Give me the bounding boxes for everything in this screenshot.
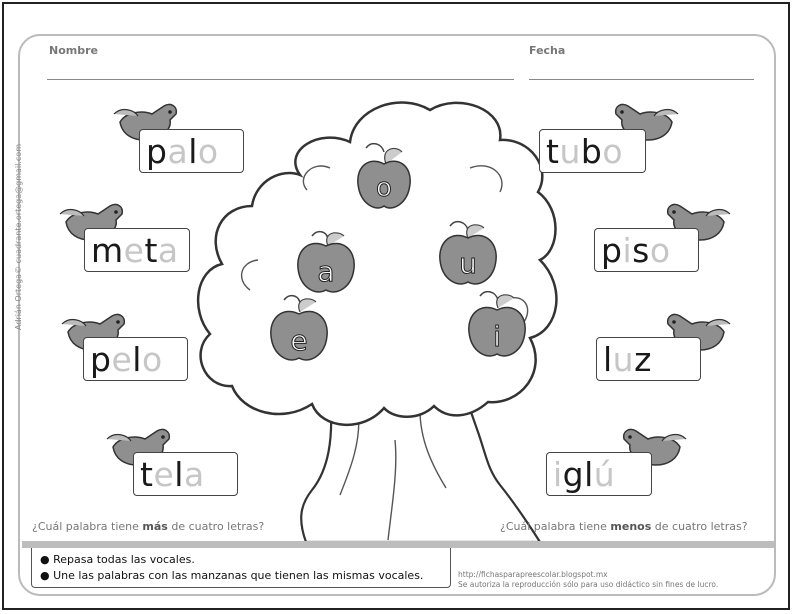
apple-vowel-a: a	[317, 255, 335, 288]
consonant-letter: s	[632, 230, 650, 270]
consonant-letter: l	[174, 454, 184, 494]
word-box-pelo[interactable]	[83, 337, 188, 381]
word-box-tela[interactable]	[133, 452, 238, 496]
consonant-letter: m	[91, 230, 124, 270]
consonant-letter: z	[634, 339, 652, 379]
word-box-piso[interactable]	[594, 228, 699, 272]
instruction-item: ● Repasa todas las vocales.	[40, 553, 195, 566]
instruction-item: ● Une las palabras con las manzanas que tienen las mismas vocales.	[40, 569, 424, 582]
vowel-letter: ú	[593, 454, 616, 494]
divider-bar	[22, 541, 774, 548]
source-note	[458, 570, 718, 590]
source-license: Se autoriza la reproducción sólo para uso didáctico sin fines de lucro.	[458, 580, 719, 589]
vowel-letter: u	[612, 339, 635, 379]
bullet-icon: ●	[40, 553, 50, 566]
consonant-letter: t	[144, 230, 158, 270]
vowel-letter: e	[123, 230, 145, 270]
vowel-letter: a	[167, 131, 189, 171]
consonant-letter: b	[580, 131, 603, 171]
date-label: Fecha	[529, 44, 566, 57]
instructions-box	[31, 548, 451, 588]
consonant-letter: g	[562, 454, 585, 494]
vowel-letter: o	[649, 230, 671, 270]
question-more-letters: ¿Cuál palabra tiene más de cuatro letras?	[32, 520, 265, 533]
vowel-letter: o	[197, 131, 219, 171]
consonant-letter: p	[146, 131, 168, 171]
word-box-iglu[interactable]	[546, 452, 652, 496]
vowel-letter: u	[559, 131, 581, 171]
vowel-letter: i	[622, 230, 633, 270]
consonant-letter: p	[90, 339, 112, 379]
vowel-letter: i	[553, 454, 563, 494]
word-box-luz[interactable]	[596, 337, 701, 381]
consonant-letter: l	[188, 131, 198, 171]
word-box-meta[interactable]	[84, 228, 190, 272]
apple-vowel-o: o	[376, 173, 392, 203]
consonant-letter: l	[584, 454, 594, 494]
vowel-letter: o	[602, 131, 624, 171]
consonant-letter: p	[601, 230, 623, 270]
tree-canopy	[198, 103, 556, 425]
vowel-letter: o	[141, 339, 163, 379]
consonant-letter: l	[603, 339, 613, 379]
apple-vowel-i: i	[493, 320, 501, 353]
consonant-letter: t	[546, 131, 560, 171]
word-box-tubo[interactable]	[539, 129, 646, 173]
question-fewer-letters: ¿Cuál palabra tiene menos de cuatro letras?	[500, 520, 748, 533]
word-box-palo[interactable]	[139, 129, 244, 173]
consonant-letter: l	[132, 339, 142, 379]
apple-vowel-e: e	[290, 324, 308, 357]
vowel-letter: a	[183, 454, 205, 494]
vowel-letter: e	[111, 339, 133, 379]
name-label: Nombre	[49, 44, 98, 57]
source-url: http://fichasparapreescolar.blogspot.mx	[458, 570, 608, 579]
bullet-icon: ●	[40, 569, 50, 582]
author-credit: Adrián Ortega© cuadrante.ortega@gmail.com	[14, 144, 23, 330]
consonant-letter: t	[140, 454, 154, 494]
vowel-letter: a	[157, 230, 179, 270]
vowel-letter: e	[153, 454, 175, 494]
apple-vowel-u: u	[459, 247, 477, 280]
